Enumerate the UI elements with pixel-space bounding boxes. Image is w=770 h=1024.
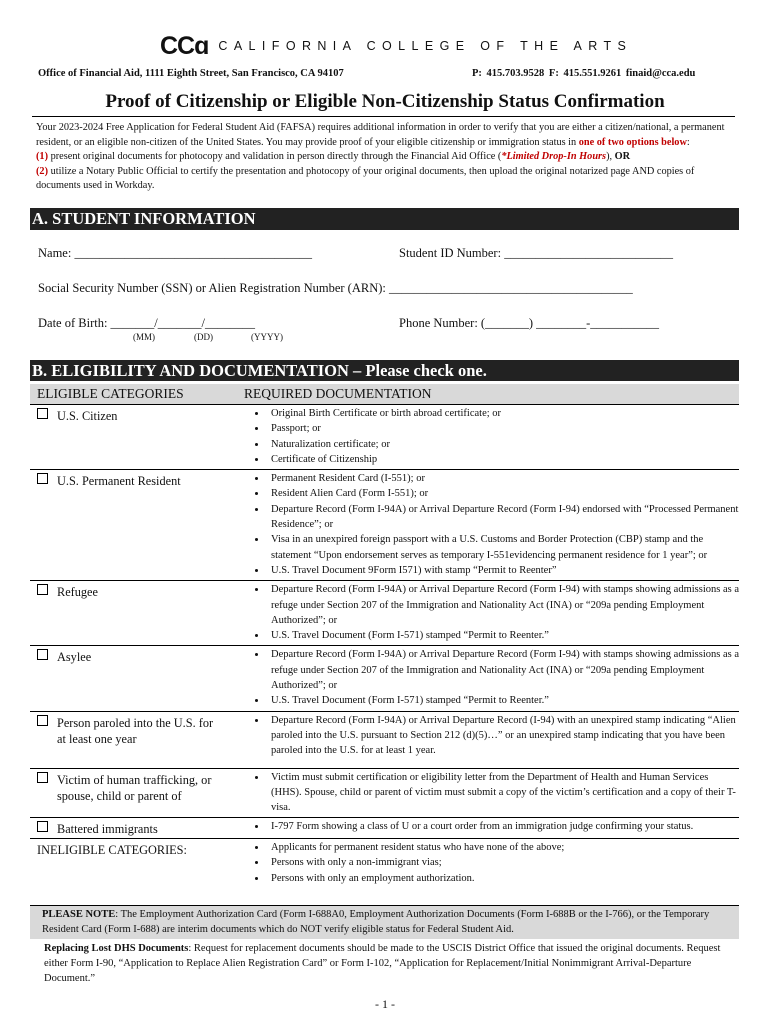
asylee-checkbox[interactable] [37,649,48,660]
table-row [30,711,739,768]
name-field[interactable]: Name: ______________________________________ [38,246,312,260]
college-logo [160,32,633,60]
category-cell [30,470,237,581]
section-a-header: A. STUDENT INFORMATION [30,208,739,230]
title-divider [32,116,735,117]
list-item: • U.S. Travel Document (Form I-571) stamped “Permit to Reenter.” [267,693,739,708]
table-row [30,838,739,887]
section-b-header: B. ELIGIBILITY AND DOCUMENTATION – Please check one. [30,360,739,381]
intro-paragraph [36,121,736,194]
category-cell [30,838,237,887]
list-item: • Victim must submit certification or eligibility letter from the Department of Health and Human Services (HHS). Spouse, child or parent of victim must submit a copy of the victim’s certification and a copy of their T-visa. [267,770,739,816]
list-item: • Resident Alien Card (Form I-551); or [267,486,739,501]
office-address: Office of Financial Aid, 1111 Eighth Street, San Francisco, CA 94107 [38,68,344,79]
please-note-box [30,905,739,939]
required-documentation-header: REQUIRED DOCUMENTATION [237,384,739,405]
documentation-cell [237,646,739,711]
documentation-cell [237,711,739,768]
option-2-text: utilize a Notary Public Official to certify the presentation and photocopy of your original documents, then upload the original notarized page AND copies of documents used in Workday. [36,165,695,192]
replacing-documents-text: : Request for replacement documents should be made to the USCIS District Office that issued the original documents. Request either Form I-90, “Application to Replace Alien Registration Card” or Form I-102, “Application for Replacement/Initial Nonimmigrant Arrival-Departure Document.” [44,943,721,984]
intro-text: Your 2023-2024 Free Application for Federal Student Aid (FAFSA) requires additional information in order to verify that you are either a citizen/national, a permanent resident, or an eligible non-citizen of the United States. You may provide proof of your eligible citizenship or immigration status in [36,122,725,148]
ineligible-categories-label: INELIGIBLE CATEGORIES: [37,842,187,857]
table-row [30,405,739,470]
category-cell [30,581,237,646]
list-item: • Original Birth Certificate or birth abroad certificate; or [267,406,739,421]
documentation-cell [237,581,739,646]
category-label: Person paroled into the U.S. for at least one year [57,715,214,747]
list-item: • Departure Record (Form I-94A) or Arrival Departure Record (I-94) with an unexpired stamp indicating “Alien paroled into the U.S. pursuant to Section 212 (d)(5)…” or an unexpired stamp indicating that you have been paroled into the U.S. for at least 1 year. [267,713,739,759]
logo-name: CALIFORNIA COLLEGE OF THE ARTS [218,39,633,53]
category-label: U.S. Citizen [57,409,118,423]
option-or: OR [614,151,631,163]
list-item: • Departure Record (Form I-94A) or Arrival Departure Record (Form I-94) endorsed with “Processed Permanent Residence”; or [267,502,739,533]
list-item: • Permanent Resident Card (I-551); or [267,471,739,486]
table-row [30,768,739,818]
list-item: • Departure Record (Form I-94A) or Arrival Departure Record (Form I-94) with stamps showing admissions as a refuge under Section 207 of the Immigration and Nationality Act (INA) or “209a pending Employment Authorized”; or [267,647,739,693]
page-number: - 1 - [375,997,395,1011]
category-cell [30,818,237,839]
office-contact: P: 415.703.9528 F: 415.551.9261 finaid@cca.edu [472,68,696,79]
table-row [30,818,739,839]
date-of-birth-field[interactable]: Date of Birth: _______/_______/________ [38,316,255,330]
category-cell [30,405,237,470]
category-label: U.S. Permanent Resident [57,474,181,489]
documentation-cell [237,838,739,887]
documentation-cell [237,768,739,818]
category-label: Refugee [57,585,98,600]
category-cell [30,646,237,711]
list-item: • Persons with only a non-immigrant vias; [267,855,739,870]
documentation-cell [237,405,739,470]
dob-month-hint: (MM) [133,332,155,342]
list-item: • Departure Record (Form I-94A) or Arrival Departure Record (Form I-94) with stamps showing admissions as a refuge under Section 207 of the Immigration and Nationality Act (INA) or “209a pending Employment Authorized”; or [267,582,739,628]
intro-colon: : [686,136,690,148]
please-note-label: PLEASE NOTE [42,909,116,920]
permanent-resident-checkbox[interactable] [37,473,48,484]
eligible-categories-header: ELIGIBLE CATEGORIES [30,384,237,405]
drop-in-hours-note: *Limited Drop-In Hours [501,151,607,163]
documentation-cell [237,818,739,839]
paroled-person-checkbox[interactable] [37,715,48,726]
refugee-checkbox[interactable] [37,584,48,595]
dob-year-hint: (YYYY) [251,332,283,342]
list-item: • I-797 Form showing a class of U or a court order from an immigration judge confirming your status. [267,819,739,834]
table-row [30,470,739,581]
page-title: Proof of Citizenship or Eligible Non-Citizenship Status Confirmation [105,91,665,112]
ssn-arn-field[interactable]: Social Security Number (SSN) or Alien Registration Number (ARN): _______________________________________ [38,281,633,295]
replacing-documents-paragraph [44,941,734,986]
list-item: • Certificate of Citizenship [267,452,739,467]
option-1-number: (1) [36,151,49,163]
list-item: • Naturalization certificate; or [267,437,739,452]
documentation-cell [237,470,739,581]
category-cell [30,768,237,818]
list-item: • Passport; or [267,421,739,436]
us-citizen-checkbox[interactable] [37,408,48,419]
table-row [30,581,739,646]
dob-day-hint: (DD) [194,332,213,342]
category-cell [30,711,237,768]
table-header-row [30,384,739,405]
category-label: Victim of human trafficking, or spouse, child or parent of [57,772,212,804]
list-item: • Persons with only an employment authorization. [267,871,739,886]
logo-mark: CCɑ [160,32,209,60]
category-label: Battered immigrants [57,822,158,837]
list-item: • U.S. Travel Document 9Form I571) with stamp “Permit to Reenter” [267,563,739,578]
list-item: • U.S. Travel Document (Form I-571) stamped “Permit to Reenter.” [267,628,739,643]
intro-options-highlight: one of two options below [578,136,687,148]
category-label: Asylee [57,650,92,665]
list-item: • Applicants for permanent resident status who have none of the above; [267,840,739,855]
student-id-field[interactable]: Student ID Number: ___________________________ [399,246,673,260]
replacing-documents-label: Replacing Lost DHS Documents [44,943,189,954]
list-item: • Visa in an unexpired foreign passport with a U.S. Customs and Border Protection (CBP) stamp and the statement “Upon endorsement serves as temporary I-551evidencing permanent residence for 1 year”; or [267,532,739,563]
option-2-number: (2) [36,165,49,177]
option-1-text: present original documents for photocopy and validation in person directly through the Financial Aid Office ( [48,151,502,163]
eligibility-table [30,384,739,888]
battered-immigrants-checkbox[interactable] [37,821,48,832]
option-1-end: ), [606,151,615,163]
phone-number-field[interactable]: Phone Number: (_______) ________-___________ [399,316,660,330]
trafficking-victim-checkbox[interactable] [37,772,48,783]
please-note-text: : The Employment Authorization Card (Form I-688A0, Employment Authorization Documents (Form I-688B or the I-766), or the Temporary Resident Card (Form I-688) are interim documents which do NOT verify eligible status for Federal Student Aid. [42,909,710,935]
table-row [30,646,739,711]
